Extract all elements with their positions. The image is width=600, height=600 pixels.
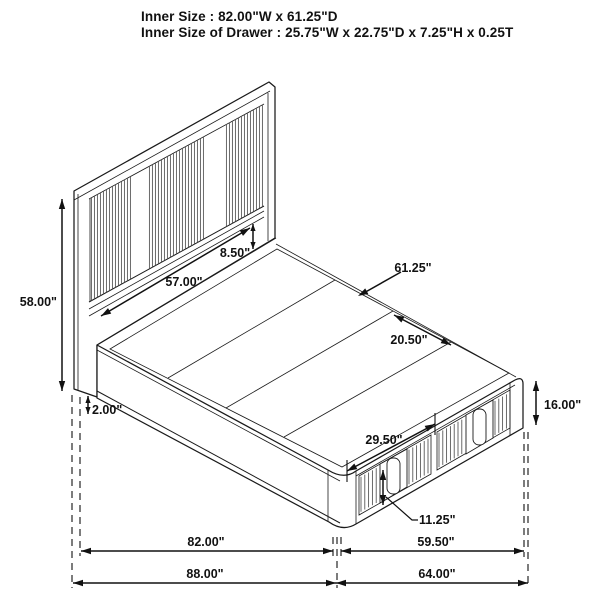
dim-drawer-handle: 11.25" xyxy=(419,513,456,527)
inner-drawer-size-line: Inner Size of Drawer : 25.75"W x 22.75"D x 7.25"H x 0.25T xyxy=(141,24,514,40)
dim-base-trim: 2.00" xyxy=(92,403,123,417)
deck-division-3 xyxy=(284,342,451,437)
platform-silhouette xyxy=(97,345,523,528)
dim-headboard-height: 58.00" xyxy=(19,295,57,309)
drawer-right-handle xyxy=(473,409,486,445)
deck-division-2 xyxy=(226,311,393,408)
dim-overall-length: 88.00" xyxy=(186,567,224,581)
dim-deck-panel: 20.50" xyxy=(390,333,428,347)
dim-drawer-front: 29.50" xyxy=(365,433,403,447)
dim-overall-width: 64.00" xyxy=(418,567,456,581)
deck-division-1 xyxy=(168,280,335,378)
drawer-left-handle xyxy=(387,458,400,494)
dim-headboard-gap: 8.50" xyxy=(219,246,251,260)
dim-inner-depth: 61.25" xyxy=(394,261,432,275)
dim-footboard-height: 16.00" xyxy=(544,398,582,412)
dim-side-rail-length: 82.00" xyxy=(187,535,225,549)
dim-headboard-panel: 57.00" xyxy=(165,275,203,289)
inner-size-line: Inner Size : 82.00"W x 61.25"D xyxy=(141,9,338,24)
dim-footboard-front: 59.50" xyxy=(417,535,455,549)
